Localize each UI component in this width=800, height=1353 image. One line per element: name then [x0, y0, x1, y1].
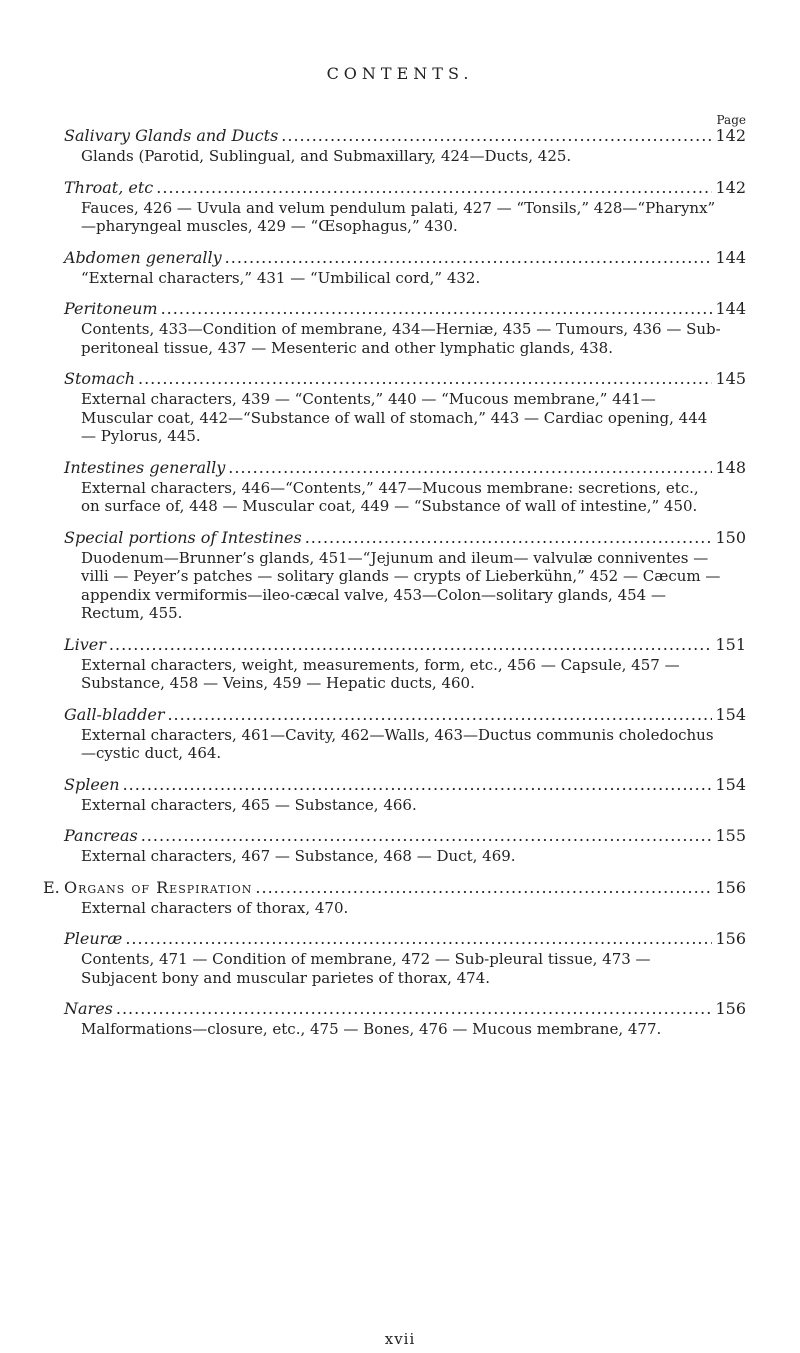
- entry-page-number: 144: [715, 299, 746, 318]
- entry-page-number: 145: [715, 369, 746, 388]
- section-title: Organs of Respiration: [64, 877, 253, 897]
- entry-description: Duodenum—Brunner’s glands, 451—“Jejunum and ileum— valvulæ conniventes — villi — Peyer’s patches — solitary glands — crypts of Lieberkühn,” 452 — Cæcum — appendix vermiformis—ileo-cæcal valve, 453—Colon—solitary glands, 454 — Rectum, 455.: [81, 548, 721, 622]
- entry-description: Contents, 471 — Condition of membrane, 472 — Sub-pleural tissue, 473 — Subjacent bony and muscular parietes of thorax, 474.: [81, 950, 651, 987]
- entry-page-number: 156: [715, 999, 746, 1018]
- toc-entry: [0, 458, 800, 516]
- dot-leader: [255, 878, 712, 897]
- entry-title: Salivary Glands and Ducts: [64, 126, 279, 145]
- entry-title: Intestines generally: [64, 457, 226, 477]
- entry-page-number: 151: [715, 634, 746, 654]
- entry-description: External characters, 461—Cavity, 462—Walls, 463—Ductus communis choledochus—cystic duct, 464.: [81, 725, 714, 762]
- toc-entry: [0, 705, 800, 763]
- dot-leader: [116, 999, 713, 1018]
- entry-page-number: 150: [715, 527, 746, 547]
- dot-leader: [228, 458, 712, 477]
- dot-leader: [109, 635, 713, 654]
- toc-entry: [0, 775, 800, 815]
- entry-title: Liver: [64, 634, 106, 654]
- entry-title: Nares: [64, 999, 113, 1018]
- toc-entry: [0, 826, 800, 866]
- entry-page-number: 148: [715, 457, 746, 477]
- entry-title: Abdomen generally: [64, 247, 222, 267]
- dot-leader: [123, 775, 713, 794]
- entry-title: Gall-bladder: [64, 704, 165, 724]
- entry-page-number: 142: [715, 177, 746, 197]
- entry-page-number: 144: [715, 247, 746, 267]
- dot-leader: [305, 528, 713, 547]
- page-folio: xvii: [384, 1330, 416, 1348]
- entry-description: Fauces, 426 — Uvula and velum pendulum palati, 427 — “Tonsils,” 428—“Pharynx” —pharyngeal muscles, 429 — “Œsophagus,” 430.: [81, 198, 716, 235]
- entry-title: Stomach: [64, 369, 135, 388]
- entry-title: Pleuræ: [64, 929, 123, 948]
- toc-entry: [0, 528, 800, 623]
- dot-leader: [141, 826, 713, 845]
- dot-leader: [167, 705, 712, 724]
- entry-description: External characters, 467 — Substance, 468 — Duct, 469.: [81, 847, 516, 865]
- toc-entry: [0, 299, 800, 357]
- dot-leader: [156, 178, 712, 197]
- toc-entry: [0, 635, 800, 693]
- entry-description: External characters of thorax, 470.: [81, 898, 349, 917]
- entry-description: Contents, 433—Condition of membrane, 434—Herniæ, 435 — Tumours, 436 — Sub-peritoneal tissue, 437 — Mesenteric and other lymphatic glands, 438.: [81, 320, 721, 357]
- entry-page-number: 156: [715, 929, 746, 948]
- entry-page-number: 154: [715, 774, 746, 794]
- entry-description: External characters, 446—“Contents,” 447—Mucous membrane: secretions, etc., on surface of, 448 — Muscular coat, 449 — “Substance of wall of intestine,” 450.: [81, 478, 699, 515]
- entry-page-number: 154: [715, 704, 746, 724]
- entry-title: Throat, etc: [64, 177, 154, 197]
- entry-title: Pancreas: [64, 826, 138, 845]
- entry-title: Special portions of Intestines: [64, 527, 302, 547]
- entry-description: “External characters,” 431 — “Umbilical cord,” 432.: [81, 268, 481, 287]
- entry-page-number: 155: [715, 826, 746, 845]
- running-head: CONTENTS.: [326, 64, 474, 83]
- toc-section-entry: [0, 878, 800, 918]
- toc-entries: [0, 126, 800, 1051]
- entry-description: External characters, 439 — “Contents,” 440 — “Mucous membrane,” 441—Muscular coat, 442—“Substance of wall of stomach,” 443 — Cardiac opening, 444 — Pylorus, 445.: [81, 390, 708, 445]
- toc-entry: [0, 369, 800, 446]
- section-letter: E.: [43, 877, 60, 897]
- dot-leader: [225, 248, 713, 267]
- toc-entry: [0, 999, 800, 1039]
- entry-description: External characters, weight, measurements, form, etc., 456 — Capsule, 457 — Substance, 458 — Veins, 459 — Hepatic ducts, 460.: [81, 655, 680, 692]
- entry-page-number: 142: [715, 126, 746, 145]
- dot-leader: [161, 299, 713, 318]
- dot-leader: [281, 126, 712, 145]
- dot-leader: [138, 369, 712, 388]
- dot-leader: [125, 929, 712, 948]
- entry-description: Malformations—closure, etc., 475 — Bones, 476 — Mucous membrane, 477.: [81, 1020, 662, 1038]
- entry-description: Glands (Parotid, Sublingual, and Submaxillary, 424—Ducts, 425.: [81, 147, 572, 165]
- toc-entry: [0, 248, 800, 288]
- toc-entry: [0, 178, 800, 236]
- entry-title: Peritoneum: [64, 299, 158, 318]
- entry-title: Spleen: [64, 774, 120, 794]
- toc-entry: [0, 126, 800, 166]
- page-column-label: Page: [716, 113, 746, 127]
- entry-page-number: 156: [715, 877, 746, 897]
- entry-description: External characters, 465 — Substance, 466.: [81, 795, 417, 814]
- toc-entry: [0, 929, 800, 987]
